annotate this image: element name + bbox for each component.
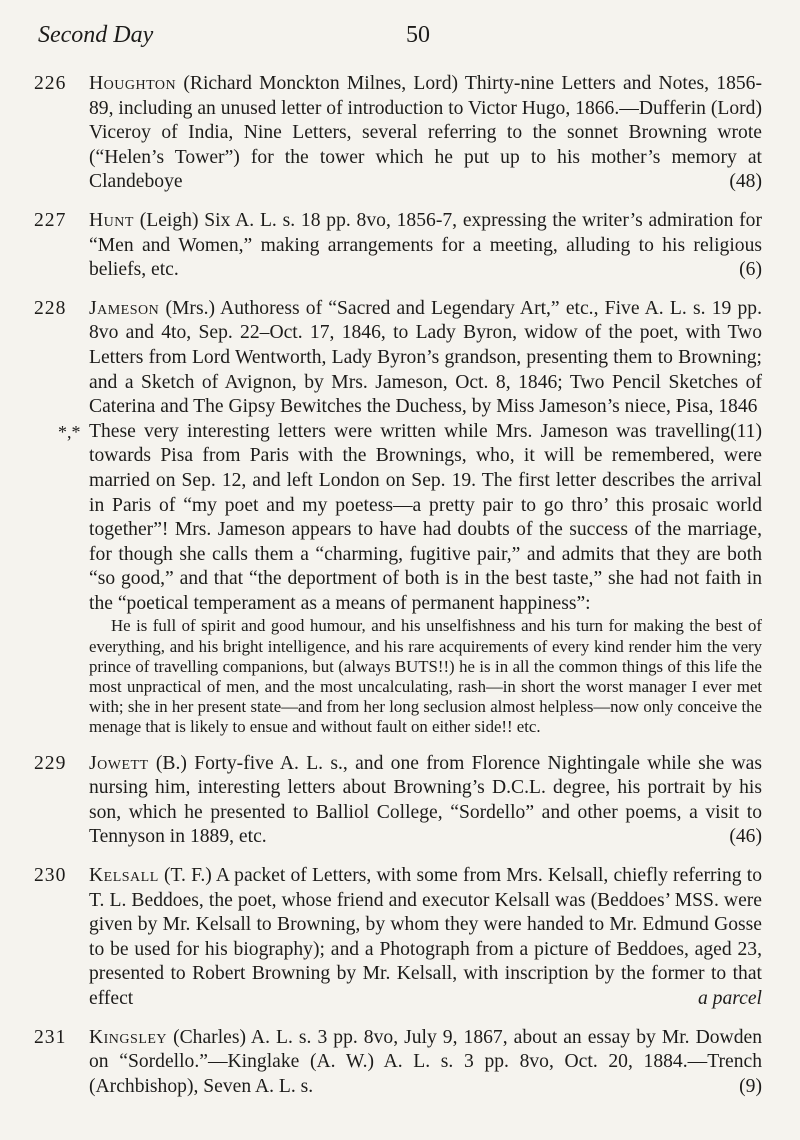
lot-note [34,420,762,738]
note-marker: *,* [58,421,81,442]
lot-description: (T. F.) A packet of Letters, with some from Mrs. Kelsall, chiefly referring to T. L. Beddoes, the poet, whose friend and executor Kelsall was (Beddoes’ MSS. were given by Mr. Kelsall to Browning, by whom they were handed to Mr. Edmund Gosse to be used for his biography); and a Photograph from a picture of Beddoes, aged 23, presented to Robert Browning by Mr. Kelsall, with inscription by the former to that effect [89,865,763,1010]
lot-count: (46) [729,826,762,848]
note-text: These very interesting letters were written while Mrs. Jameson was travelling towards Pisa from Paris with the Brownings, who, it will be remembered, were married on Sep. 12, and left London on Sep. 19. The first letter describes the arrival in Paris of “my poet and my poetess—a pretty pair to go thro’ this prosaic world together”! Mrs. Jameson appears to have had doubts of the success of the marriage, for though she calls them a “charming, fugitive pair,” and admits that they are both “so good,” and that “the deportment of both is in the best taste,” she had not faith in the “poetical temperament as a means of permanent happiness”: [89,420,762,614]
lot-count: (11) [730,420,762,442]
page-number: 50 [406,22,430,48]
lot-entry [34,752,762,850]
lot-number: 229 [34,752,67,774]
lot-entry [34,1026,762,1100]
lot-entry [34,864,762,1012]
lot-name: Kelsall [89,865,159,887]
section-title: Second Day [38,22,154,48]
catalogue-body [34,72,762,1113]
page-header [38,22,762,52]
lot-count: (48) [729,171,762,193]
lot-description: (Charles) A. L. s. 3 pp. 8vo, July 9, 1867, about an essay by Mr. Dowden on “Sordello.”—Kinglake (A. W.) A. L. s. 3 pp. 8vo, Oct. 20, 1884.—Trench (Archbishop), Seven A. L. s. [89,1026,762,1097]
lot-count: (9) [739,1075,762,1097]
lot-description: (B.) Forty-five A. L. s., and one from Florence Nightingale while she was nursing him, interesting letters about Browning’s D.C.L. degree, his portrait by his son, which he presented to Balliol College, “Sordello” and other poems, a visit to Tennyson in 1889, etc. [89,752,762,848]
lot-count: a parcel [697,988,762,1010]
lot-description: (Richard Monckton Milnes, Lord) Thirty-nine Letters and Notes, 1856-89, including an unused letter of introduction to Victor Hugo, 1866.—Dufferin (Lord) Viceroy of India, Nine Letters, several referring to the sonnet Browning wrote (“Helen’s Tower”) for the tower which he put up to his mother’s memory at Clandeboye [89,73,762,193]
lot-name: Jameson [89,297,160,319]
lot-description: (Mrs.) Authoress of “Sacred and Legendary Art,” etc., Five A. L. s. 19 pp. 8vo and 4to, Sep. 22–Oct. 17, 1846, to Lady Byron, widow of the poet, with Two Letters from Lord Wentworth, Lady Byron’s grandson, presenting them to Browning; and a Sketch of Avignon, by Mrs. Jameson, Oct. 8, 1846; Two Pencil Sketches of Caterina and The Gipsy Bewitches the Duchess, by Miss Jameson’s niece, Pisa, 1846 [89,297,762,418]
lot-name: Jowett [89,752,149,774]
lot-description: (Leigh) Six A. L. s. 18 pp. 8vo, 1856-7, expressing the writer’s admiration for “Men and Women,” making arrangements for a meeting, alluding to his religious beliefs, etc. [89,209,762,281]
lot-number: 227 [34,209,67,231]
lot-name: Hunt [89,209,134,231]
lot-entry [34,297,762,442]
lot-number: 230 [34,865,67,887]
lot-number: 228 [34,297,67,319]
lot-entry [34,72,762,195]
lot-count: (6) [739,259,762,281]
lot-number: 226 [34,73,67,94]
lot-number: 231 [34,1026,67,1048]
lot-entry [34,209,762,283]
note-quote: He is full of spirit and good humour, and his unselfishness and his turn for making the best of everything, and his bright intelligence, and his rare acquirements of every kind render him the very prince of travelling companions, but (always BUTS!!) he is in all the common things of this life the most unpractical of men, and the most uncalculating, rash—in short the worst manager I ever met with; she in her present state—and from her long seclusion almost helpless—now only conceive the menage that is likely to ensue and without fault on either side!! etc. [89,616,762,737]
lot-name: Kingsley [89,1026,168,1048]
lot-name: Houghton [89,73,177,94]
